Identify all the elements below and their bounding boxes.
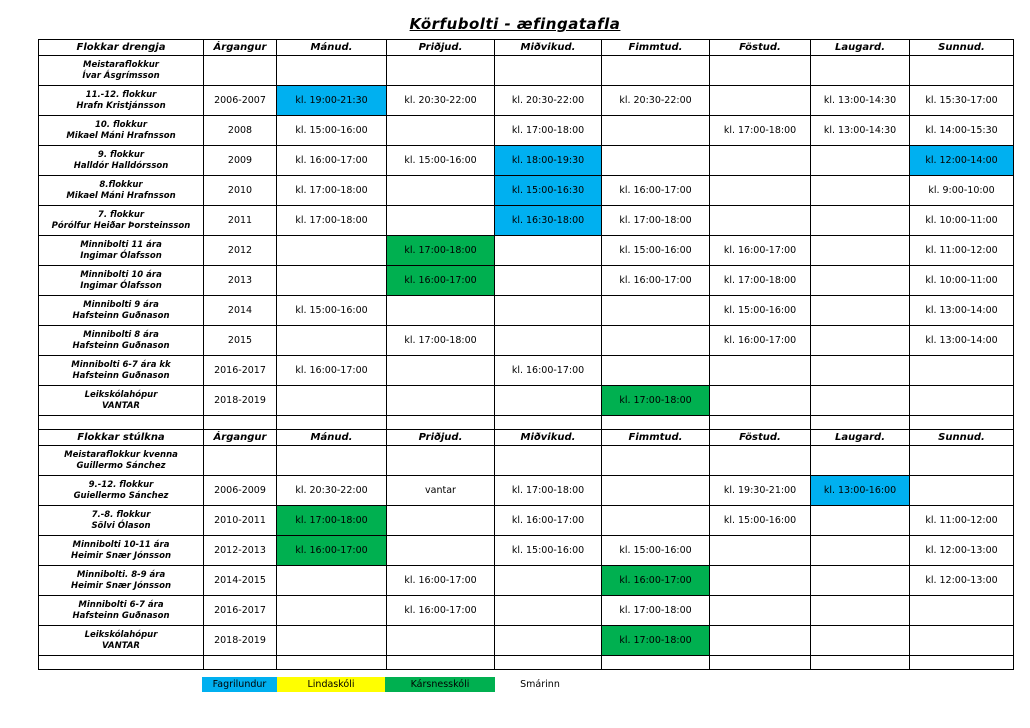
boys-header-cell: Laugard. xyxy=(811,40,910,56)
group-name: 10. flokkur xyxy=(94,119,148,130)
group-name: 7. flokkur xyxy=(97,209,145,220)
boys-header-cell: Mánud. xyxy=(277,40,387,56)
empty-cell xyxy=(204,656,277,670)
location-legend xyxy=(202,677,585,692)
empty-cell xyxy=(710,656,811,670)
year-cell: 2018-2019 xyxy=(204,626,277,656)
time-cell xyxy=(277,386,387,416)
time-cell: kl. 17:00-18:00 xyxy=(387,326,495,356)
year-cell: 2012 xyxy=(204,236,277,266)
time-cell xyxy=(387,626,495,656)
time-cell xyxy=(710,536,811,566)
time-cell: kl. 20:30-22:00 xyxy=(387,86,495,116)
empty-cell xyxy=(495,416,602,430)
time-cell: kl. 16:00-17:00 xyxy=(387,596,495,626)
coach-name: Pórólfur Heiðar Þorsteinsson xyxy=(51,220,191,231)
year-cell: 2013 xyxy=(204,266,277,296)
time-cell xyxy=(495,626,602,656)
time-cell xyxy=(602,56,710,86)
time-cell xyxy=(602,326,710,356)
table-row xyxy=(39,266,1014,296)
table-row xyxy=(39,176,1014,206)
group-name: Minnibolti 10 ára xyxy=(80,269,162,280)
table-row xyxy=(39,446,1014,476)
time-cell: kl. 20:30-22:00 xyxy=(495,86,602,116)
time-cell: kl. 12:00-13:00 xyxy=(910,566,1014,596)
time-cell xyxy=(710,446,811,476)
empty-cell xyxy=(602,416,710,430)
time-cell: kl. 15:00-16:00 xyxy=(602,536,710,566)
coach-name: Hrafn Kristjánsson xyxy=(76,100,166,111)
time-cell xyxy=(277,236,387,266)
table-row xyxy=(39,626,1014,656)
time-cell: kl. 13:00-16:00 xyxy=(811,476,910,506)
empty-cell xyxy=(39,416,204,430)
coach-name: Ingimar Ólafsson xyxy=(80,250,162,261)
time-cell xyxy=(602,476,710,506)
group-cell xyxy=(39,116,204,146)
empty-cell xyxy=(387,416,495,430)
table-row xyxy=(39,116,1014,146)
time-cell xyxy=(495,266,602,296)
time-cell: kl. 17:00-18:00 xyxy=(495,116,602,146)
time-cell xyxy=(277,626,387,656)
legend-item: Smárinn xyxy=(520,679,560,690)
time-cell xyxy=(811,626,910,656)
group-name: Minnibolti 6-7 ára kk xyxy=(71,359,171,370)
group-cell xyxy=(39,146,204,176)
coach-name: Ingimar Ólafsson xyxy=(80,280,162,291)
empty-cell xyxy=(277,416,387,430)
coach-name: Ívar Ásgrímsson xyxy=(82,70,160,81)
time-cell xyxy=(811,146,910,176)
coach-name: Hafsteinn Guðnason xyxy=(72,310,170,321)
time-cell: kl. 17:00-18:00 xyxy=(710,266,811,296)
boys-header-cell: Flokkar drengja xyxy=(39,40,204,56)
year-cell xyxy=(204,446,277,476)
time-cell xyxy=(495,296,602,326)
time-cell: vantar xyxy=(387,476,495,506)
time-cell: kl. 12:00-13:00 xyxy=(910,536,1014,566)
time-cell xyxy=(277,326,387,356)
time-cell xyxy=(277,266,387,296)
time-cell xyxy=(710,56,811,86)
time-cell: kl. 19:00-21:30 xyxy=(277,86,387,116)
time-cell xyxy=(910,56,1014,86)
time-cell: kl. 16:00-17:00 xyxy=(277,536,387,566)
time-cell xyxy=(495,446,602,476)
time-cell: kl. 17:00-18:00 xyxy=(277,206,387,236)
year-cell: 2011 xyxy=(204,206,277,236)
time-cell: kl. 15:00-16:00 xyxy=(277,116,387,146)
schedule-table xyxy=(38,39,1014,670)
girls-header-cell: Árgangur xyxy=(204,430,277,446)
table-row xyxy=(39,146,1014,176)
time-cell xyxy=(277,566,387,596)
empty-cell xyxy=(910,656,1014,670)
time-cell: kl. 15:00-16:00 xyxy=(710,506,811,536)
empty-cell xyxy=(811,416,910,430)
time-cell xyxy=(910,596,1014,626)
time-cell: kl. 13:00-14:00 xyxy=(910,296,1014,326)
year-cell: 2016-2017 xyxy=(204,596,277,626)
time-cell xyxy=(710,356,811,386)
time-cell xyxy=(910,356,1014,386)
time-cell xyxy=(495,386,602,416)
time-cell: kl. 13:00-14:00 xyxy=(910,326,1014,356)
time-cell: kl. 19:30-21:00 xyxy=(710,476,811,506)
table-row xyxy=(39,536,1014,566)
table-row xyxy=(39,236,1014,266)
time-cell xyxy=(602,446,710,476)
table-row xyxy=(39,566,1014,596)
time-cell xyxy=(387,386,495,416)
time-cell xyxy=(495,566,602,596)
table-row xyxy=(39,596,1014,626)
time-cell xyxy=(811,356,910,386)
time-cell: kl. 17:00-18:00 xyxy=(602,206,710,236)
time-cell xyxy=(387,116,495,146)
time-cell: kl. 17:00-18:00 xyxy=(387,236,495,266)
time-cell: kl. 14:00-15:30 xyxy=(910,116,1014,146)
legend-item: Fagrilundur xyxy=(202,677,277,692)
group-name: Minnibolti 6-7 ára xyxy=(78,599,164,610)
time-cell: kl. 20:30-22:00 xyxy=(602,86,710,116)
time-cell: kl. 15:00-16:00 xyxy=(710,296,811,326)
time-cell xyxy=(811,206,910,236)
coach-name: Heimir Snær Jónsson xyxy=(70,580,171,591)
time-cell: kl. 15:00-16:00 xyxy=(277,296,387,326)
page-title: Körfubolti - æfingatafla xyxy=(409,15,621,33)
year-cell: 2018-2019 xyxy=(204,386,277,416)
time-cell: kl. 16:00-17:00 xyxy=(602,266,710,296)
time-cell xyxy=(602,296,710,326)
time-cell: kl. 16:00-17:00 xyxy=(387,266,495,296)
time-cell xyxy=(710,86,811,116)
year-cell: 2009 xyxy=(204,146,277,176)
coach-name: Sölvi Ólason xyxy=(91,520,151,531)
time-cell xyxy=(277,596,387,626)
coach-name: Mikael Máni Hrafnsson xyxy=(66,190,176,201)
time-cell: kl. 17:00-18:00 xyxy=(495,476,602,506)
time-cell: kl. 15:00-16:30 xyxy=(495,176,602,206)
group-cell xyxy=(39,86,204,116)
time-cell xyxy=(277,446,387,476)
empty-cell xyxy=(602,656,710,670)
group-name: 7.-8. flokkur xyxy=(91,509,151,520)
empty-cell xyxy=(387,656,495,670)
time-cell: kl. 9:00-10:00 xyxy=(910,176,1014,206)
time-cell: kl. 18:00-19:30 xyxy=(495,146,602,176)
coach-name: Hafsteinn Guðnason xyxy=(72,340,170,351)
time-cell xyxy=(602,356,710,386)
group-name: Leikskólahópur xyxy=(84,389,158,400)
coach-name: Hafsteinn Guðnason xyxy=(72,370,170,381)
group-name: Meistaraflokkur kvenna xyxy=(64,449,178,460)
empty-cell xyxy=(204,416,277,430)
group-name: 9.-12. flokkur xyxy=(88,479,154,490)
group-name: Leikskólahópur xyxy=(84,629,158,640)
group-cell xyxy=(39,236,204,266)
time-cell xyxy=(811,446,910,476)
table-row xyxy=(39,56,1014,86)
legend-item: Lindaskóli xyxy=(277,677,385,692)
legend-item: Kársnesskóli xyxy=(385,677,495,692)
year-cell: 2016-2017 xyxy=(204,356,277,386)
time-cell: kl. 11:00-12:00 xyxy=(910,506,1014,536)
group-cell xyxy=(39,206,204,236)
year-cell: 2008 xyxy=(204,116,277,146)
year-cell: 2006-2007 xyxy=(204,86,277,116)
group-cell xyxy=(39,506,204,536)
table-row xyxy=(39,386,1014,416)
time-cell xyxy=(910,446,1014,476)
group-cell xyxy=(39,356,204,386)
time-cell xyxy=(602,116,710,146)
group-cell xyxy=(39,626,204,656)
year-cell: 2010-2011 xyxy=(204,506,277,536)
table-row xyxy=(39,326,1014,356)
time-cell: kl. 15:00-16:00 xyxy=(602,236,710,266)
time-cell xyxy=(811,266,910,296)
boys-header-cell: Föstud. xyxy=(710,40,811,56)
time-cell: kl. 16:30-18:00 xyxy=(495,206,602,236)
group-name: Meistaraflokkur xyxy=(82,59,159,70)
time-cell xyxy=(910,476,1014,506)
group-cell xyxy=(39,446,204,476)
girls-header-cell: Laugard. xyxy=(811,430,910,446)
time-cell: kl. 13:00-14:30 xyxy=(811,86,910,116)
time-cell xyxy=(811,566,910,596)
group-cell xyxy=(39,476,204,506)
time-cell: kl. 16:00-17:00 xyxy=(602,176,710,206)
year-cell: 2014-2015 xyxy=(204,566,277,596)
boys-header-cell: Árgangur xyxy=(204,40,277,56)
time-cell: kl. 15:30-17:00 xyxy=(910,86,1014,116)
girls-header-cell: Sunnud. xyxy=(910,430,1014,446)
time-cell xyxy=(811,596,910,626)
group-name: 9. flokkur xyxy=(97,149,145,160)
time-cell xyxy=(387,56,495,86)
time-cell xyxy=(811,176,910,206)
time-cell xyxy=(602,146,710,176)
time-cell: kl. 12:00-14:00 xyxy=(910,146,1014,176)
group-cell xyxy=(39,386,204,416)
time-cell: kl. 17:00-18:00 xyxy=(710,116,811,146)
time-cell xyxy=(811,536,910,566)
time-cell xyxy=(387,506,495,536)
time-cell: kl. 20:30-22:00 xyxy=(277,476,387,506)
girls-header-cell: Miðvikud. xyxy=(495,430,602,446)
table-row xyxy=(39,506,1014,536)
year-cell: 2014 xyxy=(204,296,277,326)
time-cell xyxy=(811,386,910,416)
time-cell xyxy=(811,296,910,326)
time-cell xyxy=(811,236,910,266)
spacer-row xyxy=(39,656,1014,670)
group-name: Minnibolti 8 ára xyxy=(83,329,159,340)
group-cell xyxy=(39,536,204,566)
group-name: 11.-12. flokkur xyxy=(85,89,157,100)
time-cell: kl. 17:00-18:00 xyxy=(602,626,710,656)
time-cell: kl. 15:00-16:00 xyxy=(495,536,602,566)
boys-header-row xyxy=(39,40,1014,56)
time-cell: kl. 13:00-14:30 xyxy=(811,116,910,146)
empty-cell xyxy=(495,656,602,670)
group-cell xyxy=(39,176,204,206)
time-cell: kl. 16:00-17:00 xyxy=(710,236,811,266)
year-cell: 2010 xyxy=(204,176,277,206)
time-cell xyxy=(811,506,910,536)
time-cell: kl. 17:00-18:00 xyxy=(602,386,710,416)
table-row xyxy=(39,206,1014,236)
time-cell: kl. 17:00-18:00 xyxy=(277,176,387,206)
time-cell: kl. 16:00-17:00 xyxy=(495,356,602,386)
year-cell: 2015 xyxy=(204,326,277,356)
boys-header-cell: Miðvikud. xyxy=(495,40,602,56)
time-cell: kl. 16:00-17:00 xyxy=(277,146,387,176)
time-cell xyxy=(710,176,811,206)
empty-cell xyxy=(39,656,204,670)
time-cell xyxy=(710,146,811,176)
coach-name: VANTAR xyxy=(102,400,140,411)
time-cell: kl. 16:00-17:00 xyxy=(710,326,811,356)
time-cell xyxy=(387,176,495,206)
time-cell xyxy=(710,206,811,236)
group-name: Minnibolti 10-11 ára xyxy=(72,539,170,550)
boys-header-cell: Sunnud. xyxy=(910,40,1014,56)
year-cell xyxy=(204,56,277,86)
time-cell xyxy=(910,626,1014,656)
time-cell: kl. 17:00-18:00 xyxy=(602,596,710,626)
time-cell xyxy=(811,326,910,356)
group-name: 8.flokkur xyxy=(99,179,143,190)
table-row xyxy=(39,476,1014,506)
time-cell: kl. 11:00-12:00 xyxy=(910,236,1014,266)
table-row xyxy=(39,356,1014,386)
coach-name: VANTAR xyxy=(102,640,140,651)
empty-cell xyxy=(910,416,1014,430)
time-cell xyxy=(495,596,602,626)
time-cell xyxy=(277,56,387,86)
coach-name: Halldór Halldórsson xyxy=(73,160,169,171)
time-cell xyxy=(387,356,495,386)
time-cell xyxy=(811,56,910,86)
time-cell: kl. 16:00-17:00 xyxy=(277,356,387,386)
time-cell xyxy=(602,506,710,536)
coach-name: Heimir Snær Jónsson xyxy=(70,550,171,561)
group-cell xyxy=(39,566,204,596)
time-cell: kl. 10:00-11:00 xyxy=(910,266,1014,296)
coach-name: Guillermo Sánchez xyxy=(76,460,166,471)
coach-name: Hafsteinn Guðnason xyxy=(72,610,170,621)
group-cell xyxy=(39,596,204,626)
empty-cell xyxy=(811,656,910,670)
table-row xyxy=(39,86,1014,116)
time-cell xyxy=(710,596,811,626)
time-cell xyxy=(495,326,602,356)
time-cell xyxy=(710,626,811,656)
coach-name: Mikael Máni Hrafnsson xyxy=(66,130,176,141)
year-cell: 2006-2009 xyxy=(204,476,277,506)
time-cell: kl. 17:00-18:00 xyxy=(277,506,387,536)
group-cell xyxy=(39,56,204,86)
time-cell xyxy=(910,386,1014,416)
girls-header-cell: Fimmtud. xyxy=(602,430,710,446)
group-name: Minnibolti 9 ára xyxy=(83,299,159,310)
girls-header-cell: Föstud. xyxy=(710,430,811,446)
time-cell xyxy=(387,296,495,326)
time-cell xyxy=(387,206,495,236)
boys-header-cell: Priðjud. xyxy=(387,40,495,56)
time-cell xyxy=(387,536,495,566)
empty-cell xyxy=(710,416,811,430)
time-cell xyxy=(495,56,602,86)
time-cell xyxy=(710,566,811,596)
table-row xyxy=(39,296,1014,326)
girls-header-cell: Flokkar stúlkna xyxy=(39,430,204,446)
group-name: Minnibolti. 8-9 ára xyxy=(76,569,166,580)
time-cell xyxy=(495,236,602,266)
group-name: Minnibolti 11 ára xyxy=(80,239,162,250)
time-cell xyxy=(710,386,811,416)
group-cell xyxy=(39,326,204,356)
time-cell: kl. 15:00-16:00 xyxy=(387,146,495,176)
time-cell: kl. 16:00-17:00 xyxy=(387,566,495,596)
girls-header-row xyxy=(39,430,1014,446)
time-cell: kl. 16:00-17:00 xyxy=(495,506,602,536)
time-cell: kl. 16:00-17:00 xyxy=(602,566,710,596)
group-cell xyxy=(39,266,204,296)
coach-name: Guiellermo Sánchez xyxy=(73,490,169,501)
group-cell xyxy=(39,296,204,326)
time-cell xyxy=(387,446,495,476)
girls-header-cell: Mánud. xyxy=(277,430,387,446)
spacer-row xyxy=(39,416,1014,430)
year-cell: 2012-2013 xyxy=(204,536,277,566)
boys-header-cell: Fimmtud. xyxy=(602,40,710,56)
girls-header-cell: Priðjud. xyxy=(387,430,495,446)
empty-cell xyxy=(277,656,387,670)
time-cell: kl. 10:00-11:00 xyxy=(910,206,1014,236)
